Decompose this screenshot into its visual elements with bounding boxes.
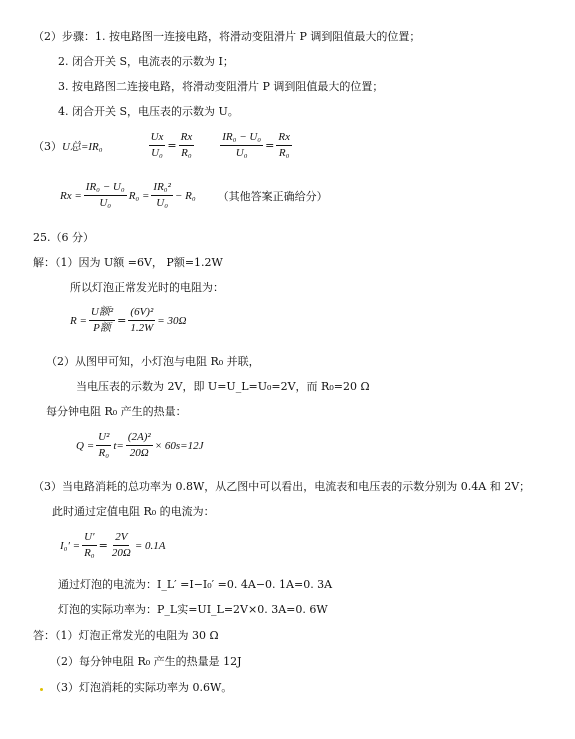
solution-part1: 解：（1）因为 U额 =6V， P额=1.2W (33, 256, 223, 269)
ratio-rx-r0: $\frac{Rx}{\text{R₀}}$ (180, 131, 193, 159)
ratio-rx-r0-2: $\frac{Rx}{\text{R₀}}$ (278, 131, 290, 159)
bulb-current-line: 通过灯泡的电流为：I_L′ =I−I₀′ =0. 4A−0. 1A=0. 3A (58, 578, 333, 591)
part3-equations: （3） U总=IR₀ $\frac{Ux}{\text{U₀}}$ = $\frac{Rx}{\text{R₀}}$ $\frac{\text{IR₀ − U₀}}{\text{U₀}}$ = $\frac{Rx}{\text{R₀}}$ (33, 131, 290, 159)
solution-part3: （3）当电路消耗的总功率为 0.8W，从乙图中可以看出，电流表和电压表的示数分别为 0.4A 和 2V； (33, 480, 531, 493)
step-3-text: 3. 按电路图二连接电路，将滑动变阻滑片 P 调到阻值最大的位置； (58, 80, 384, 93)
solution-part2-c: 每分钟电阻 R₀ 产生的热量： (46, 405, 187, 418)
answer-1: 答：（1）灯泡正常发光的电阻为 30 Ω (33, 629, 219, 642)
resistance-formula: R = $\frac{\text{U额²}}{\text{P额}}$ = $\frac{\text{(6V)²}}{1.2W}$ = 30Ω (70, 306, 187, 334)
part3-label: （3） (33, 139, 62, 153)
rx-fraction-1: $\frac{\text{IR₀ − U₀}}{\text{U₀}}$ (85, 181, 125, 209)
resistance-fraction-1: $\frac{\text{U额²}}{\text{P额}}$ (90, 306, 114, 334)
current-fraction-2: $\frac{2V}{20\Omega}$ (111, 531, 131, 559)
ratio-ux-u0: $\frac{Ux}{\text{U₀}}$ (150, 131, 164, 159)
answer-3: （3）灯泡消耗的实际功率为 0.6W。 (50, 681, 233, 694)
heat-fraction-2: $\frac{\text{(2A)²}}{20\Omega}$ (127, 431, 151, 459)
answer-2: （2）每分钟电阻 R₀ 产生的热量是 12J (50, 655, 242, 668)
bulb-power-line: 灯泡的实际功率为：P_L实=UI_L=2V×0. 3A=0. 6W (58, 603, 328, 616)
step-4-text: 4. 闭合开关 S，电压表的示数为 U。 (58, 105, 239, 118)
yellow-dot-marker (40, 688, 43, 691)
scoring-note: （其他答案正确给分） (217, 189, 328, 203)
step-2-text: 2. 闭合开关 S，电流表的示数为 I； (58, 55, 234, 68)
current-fraction-1: $\frac{U'}{\text{R₀}}$ (84, 531, 95, 559)
heat-formula: Q = $\frac{\text{U²}}{\text{R₀}}$ t= $\frac{\text{(2A)²}}{20\Omega}$ × 60s=12J (76, 431, 204, 459)
question-25-header: 25.（6 分） (33, 231, 94, 244)
solution-part2: （2）从图甲可知，小灯泡与电阻 R₀ 并联， (46, 355, 260, 368)
rx-result-formula: Rx = $\frac{\text{IR₀ − U₀}}{\text{U₀}}$ R₀ = $\frac{\text{IR₀²}}{\text{U₀}}$ − R₀ （其他答案正确给分） (60, 181, 328, 209)
current-formula: I₀′ = $\frac{U'}{\text{R₀}}$ = $\frac{2V}{20\Omega}$ = 0.1A (60, 531, 166, 559)
step-1-text: （2）步骤：1. 按电路图一连接电路，将滑动变阻滑片 P 调到阻值最大的位置； (33, 30, 421, 43)
resistance-fraction-2: $\frac{\text{(6V)²}}{1.2W}$ (130, 306, 154, 334)
rx-fraction-2: $\frac{\text{IR₀²}}{\text{U₀}}$ (153, 181, 171, 209)
total-voltage-eq: U总=IR₀ (62, 140, 103, 153)
solution-part1-b: 所以灯泡正常发光时的电阻为： (70, 281, 224, 294)
heat-fraction-1: $\frac{\text{U²}}{\text{R₀}}$ (98, 431, 110, 459)
solution-part2-b: 当电压表的示数为 2V，即 U=U_L=U₀=2V，而 R₀=20 Ω (76, 380, 370, 393)
ratio-ir0-u0: $\frac{\text{IR₀ − U₀}}{\text{U₀}}$ (222, 131, 262, 159)
solution-part3-b: 此时通过定值电阻 R₀ 的电流为： (52, 505, 215, 518)
